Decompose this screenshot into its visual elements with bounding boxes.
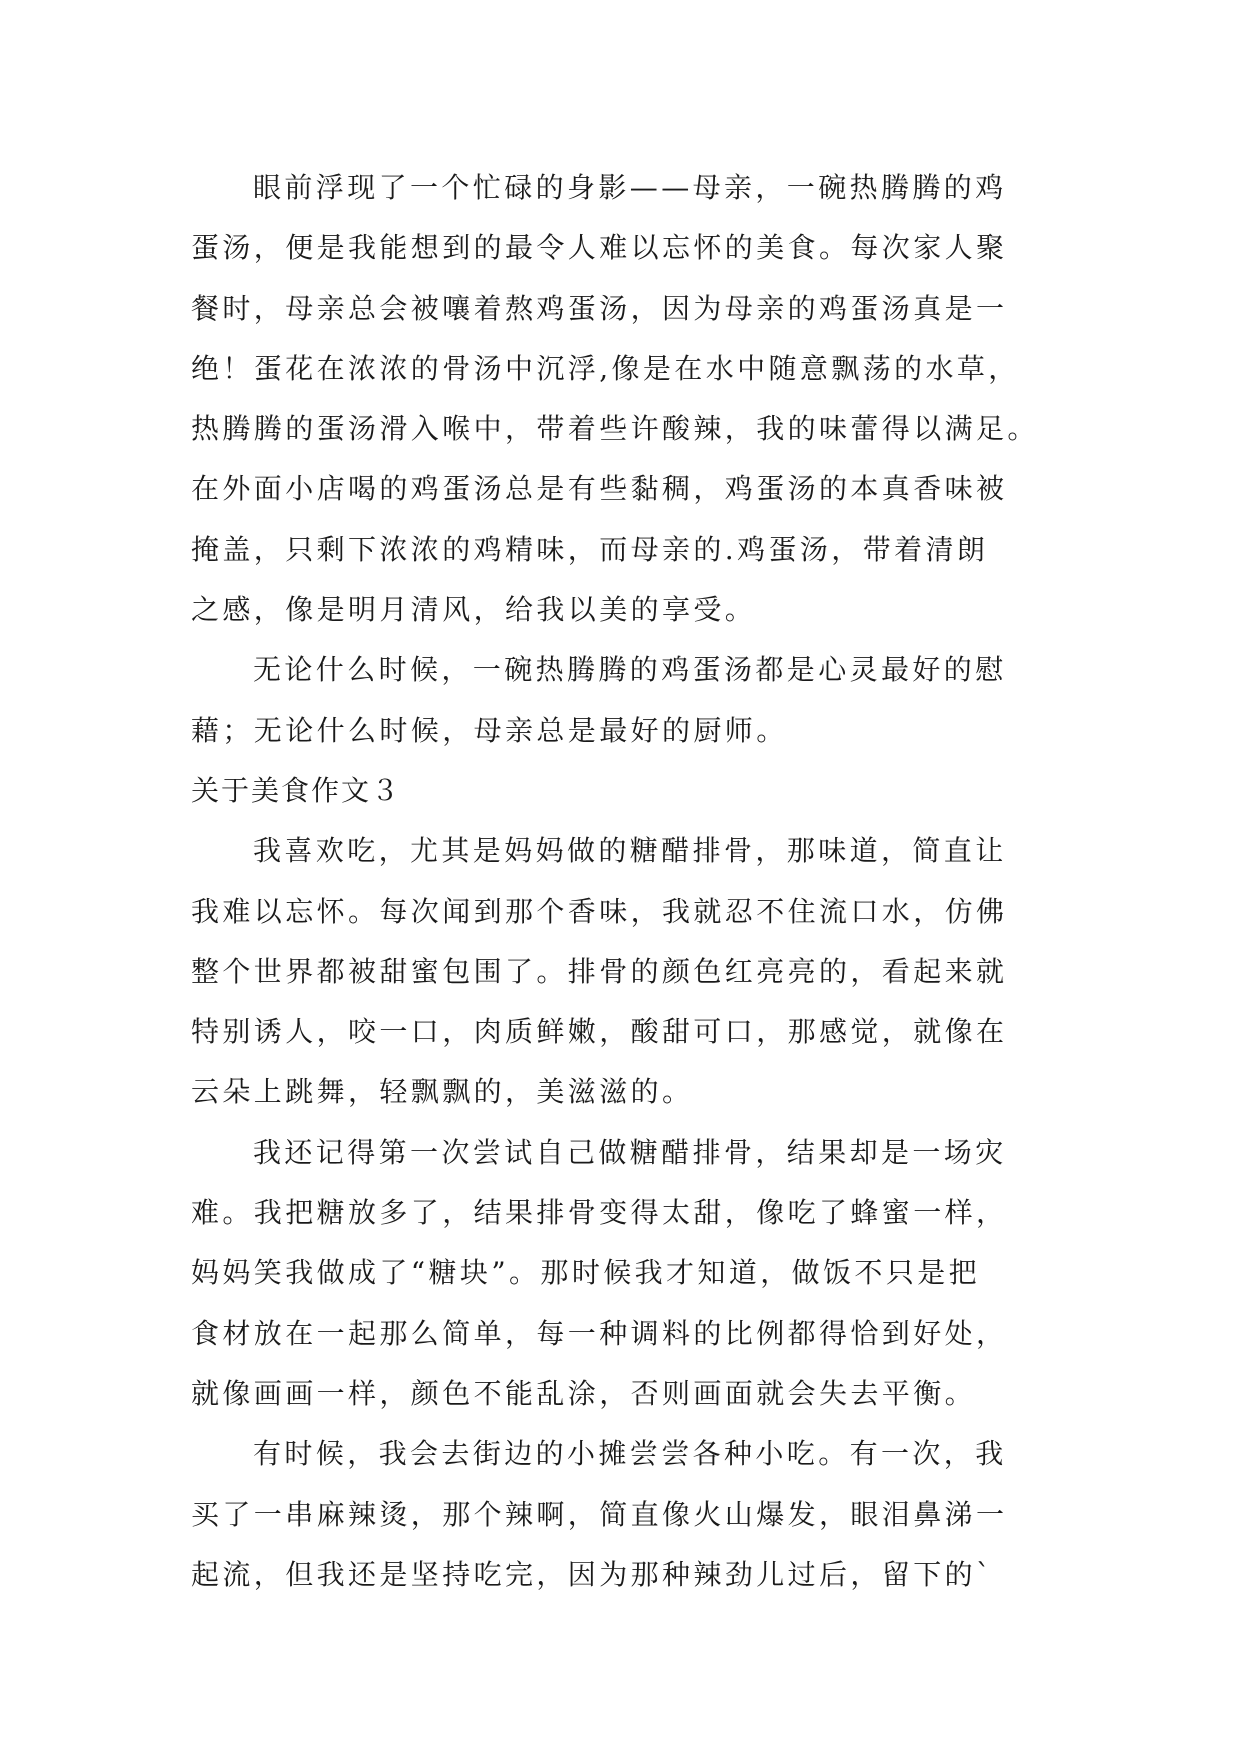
text-line: 我难以忘怀。每次闻到那个香味，我就忍不住流口水，仿佛 [191, 894, 1008, 928]
text-line: 蛋汤，便是我能想到的最令人难以忘怀的美食。每次家人聚 [191, 231, 1008, 265]
text-line: 掩盖，只剩下浓浓的鸡精味，而母亲的.鸡蛋汤，带着清朗 [191, 532, 989, 566]
text-line: 眼前浮现了一个忙碌的身影——母亲，一碗热腾腾的鸡 [253, 171, 1007, 204]
text-line: 整个世界都被甜蜜包围了。排骨的颜色红亮亮的，看起来就 [191, 954, 1008, 988]
text-line: 我喜欢吃，尤其是妈妈做的糖醋排骨，那味道，简直让 [253, 834, 1007, 868]
text-line: 餐时，母亲总会被嚷着熬鸡蛋汤，因为母亲的鸡蛋汤真是一 [191, 291, 1008, 325]
text-line: 特别诱人，咬一口，肉质鲜嫩，酸甜可口，那感觉，就像在 [191, 1015, 1008, 1049]
text-line: 有时候，我会去街边的小摊尝尝各种小吃。有一次，我 [253, 1437, 1007, 1471]
paragraph-street-food [191, 1424, 1051, 1605]
text-line: 难。我把糖放多了，结果排骨变得太甜，像吃了蜂蜜一样， [191, 1196, 1008, 1230]
essay-title: 关于美食作文３ [191, 773, 402, 807]
paragraph-first-attempt [191, 1123, 1051, 1424]
paragraph-sweet-sour-ribs [191, 821, 1051, 1122]
section-heading [191, 761, 1051, 821]
paragraph-comfort [191, 640, 1051, 761]
text-line: 我还记得第一次尝试自己做糖醋排骨，结果却是一场灾 [253, 1135, 1007, 1169]
text-line: 起流，但我还是坚持吃完，因为那种辣劲儿过后，留下的` [191, 1557, 994, 1591]
text-line: 无论什么时候，一碗热腾腾的鸡蛋汤都是心灵最好的慰 [253, 653, 1007, 687]
text-line: 在外面小店喝的鸡蛋汤总是有些黏稠，鸡蛋汤的本真香味被 [191, 472, 1008, 506]
text-line: 藉；无论什么时候，母亲总是最好的厨师。 [191, 713, 788, 747]
text-line: 就像画画一样，颜色不能乱涂，否则画面就会失去平衡。 [191, 1376, 977, 1410]
text-line: 买了一串麻辣烫，那个辣啊，简直像火山爆发，眼泪鼻涕一 [191, 1497, 1008, 1531]
text-line: 绝！蛋花在浓浓的骨汤中沉浮,像是在水中随意飘荡的水草， [191, 351, 1020, 385]
paragraph-mother-egg-soup [191, 158, 1051, 640]
text-line: 妈妈笑我做成了“糖块”。那时候我才知道，做饭不只是把 [191, 1256, 981, 1290]
text-line: 云朵上跳舞，轻飘飘的，美滋滋的。 [191, 1075, 694, 1109]
text-line: 食材放在一起那么简单，每一种调料的比例都得恰到好处， [191, 1316, 1008, 1350]
document-body [191, 158, 1051, 1605]
text-line: 之感，像是明月清风，给我以美的享受。 [191, 593, 757, 627]
text-line: 热腾腾的蛋汤滑入喉中，带着些许酸辣，我的味蕾得以满足。 [191, 412, 1039, 446]
